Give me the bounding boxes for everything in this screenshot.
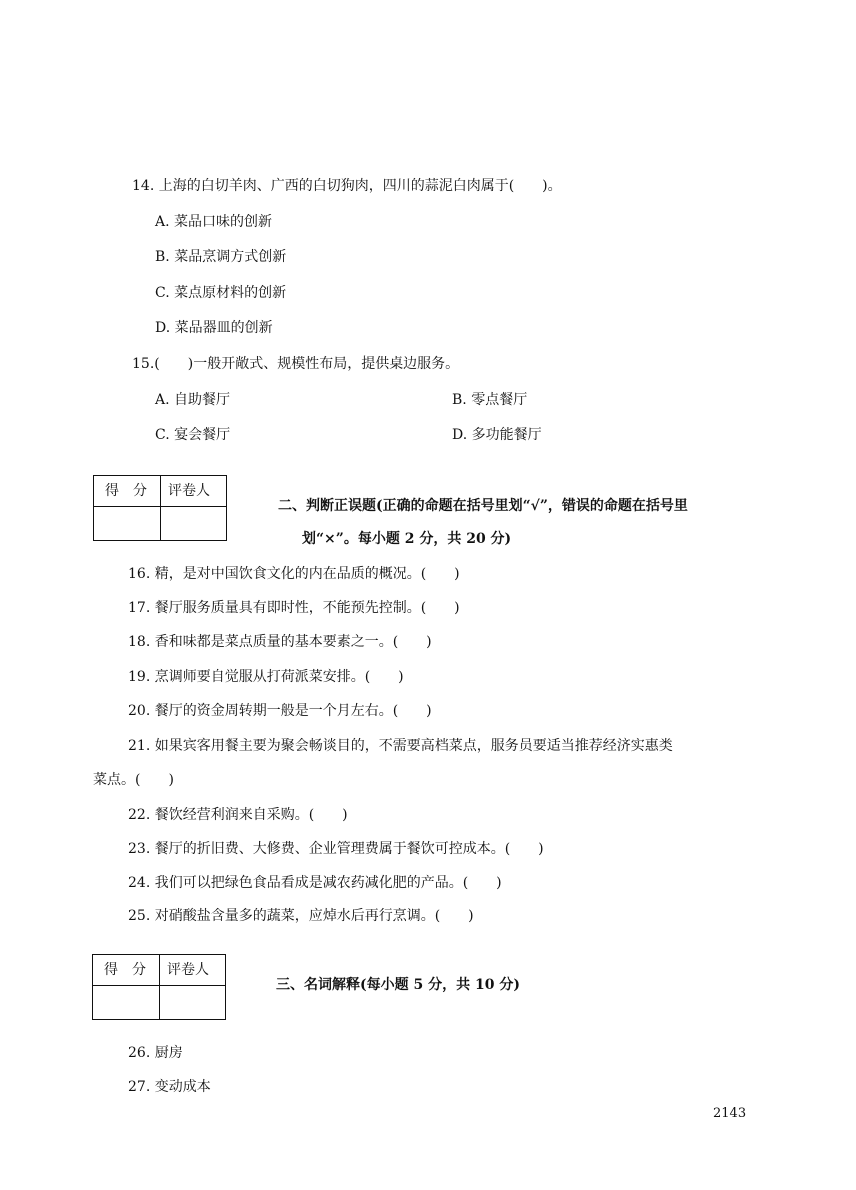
question-25: 25. 对硝酸盐含量多的蔬菜，应焯水后再行烹调。( ) (128, 908, 474, 924)
question-19: 19. 烹调师要自觉服从打荷派菜安排。( ) (128, 669, 404, 685)
score-label: 得 分 (104, 962, 146, 978)
grader-label: 评卷人 (167, 962, 209, 978)
question-26: 26. 厨房 (128, 1045, 183, 1061)
question-15-option-b: B. 零点餐厅 (452, 392, 528, 408)
page-number: 2143 (713, 1106, 747, 1121)
section-2-heading-line-2: 划“×”。每小题 2 分，共 20 分) (302, 531, 512, 547)
question-20: 20. 餐厅的资金周转期一般是一个月左右。( ) (128, 703, 432, 719)
question-22: 22. 餐饮经营利润来自采购。( ) (128, 807, 348, 823)
question-18: 18. 香和味都是菜点质量的基本要素之一。( ) (128, 634, 432, 650)
score-box-section-3 (92, 954, 226, 1020)
question-14-option-d: D. 菜品器皿的创新 (155, 320, 273, 336)
question-15-option-c: C. 宴会餐厅 (155, 427, 231, 443)
question-23: 23. 餐厅的折旧费、大修费、企业管理费属于餐饮可控成本。( ) (128, 841, 544, 857)
question-27: 27. 变动成本 (128, 1079, 211, 1095)
question-21-line-1: 21. 如果宾客用餐主要为聚会畅谈目的，不需要高档菜点，服务员要适当推荐经济实惠类 (128, 738, 673, 754)
question-17: 17. 餐厅服务质量具有即时性，不能预先控制。( ) (128, 600, 460, 616)
question-15-stem: 15.( )一般开敞式、规模性布局，提供桌边服务。 (132, 356, 460, 372)
question-21-line-2: 菜点。( ) (93, 772, 174, 788)
question-14-option-c: C. 菜点原材料的创新 (155, 285, 287, 301)
question-15-option-d: D. 多功能餐厅 (452, 427, 542, 443)
section-3-heading: 三、名词解释(每小题 5 分，共 10 分) (276, 977, 520, 993)
question-24: 24. 我们可以把绿色食品看成是减农药减化肥的产品。( ) (128, 875, 502, 891)
grader-label: 评卷人 (168, 483, 210, 499)
question-15-option-a: A. 自助餐厅 (155, 392, 231, 408)
question-14-option-b: B. 菜品烹调方式创新 (155, 249, 287, 265)
score-box-section-2 (93, 475, 227, 541)
question-16: 16. 精，是对中国饮食文化的内在品质的概况。( ) (128, 566, 460, 582)
question-14-option-a: A. 菜品口味的创新 (155, 214, 273, 230)
section-2-heading-line-1: 二、判断正误题(正确的命题在括号里划“√”，错误的命题在括号里 (278, 498, 688, 514)
score-label: 得 分 (105, 483, 147, 499)
question-14-stem: 14. 上海的白切羊肉、广西的白切狗肉，四川的蒜泥白肉属于( )。 (132, 178, 562, 194)
